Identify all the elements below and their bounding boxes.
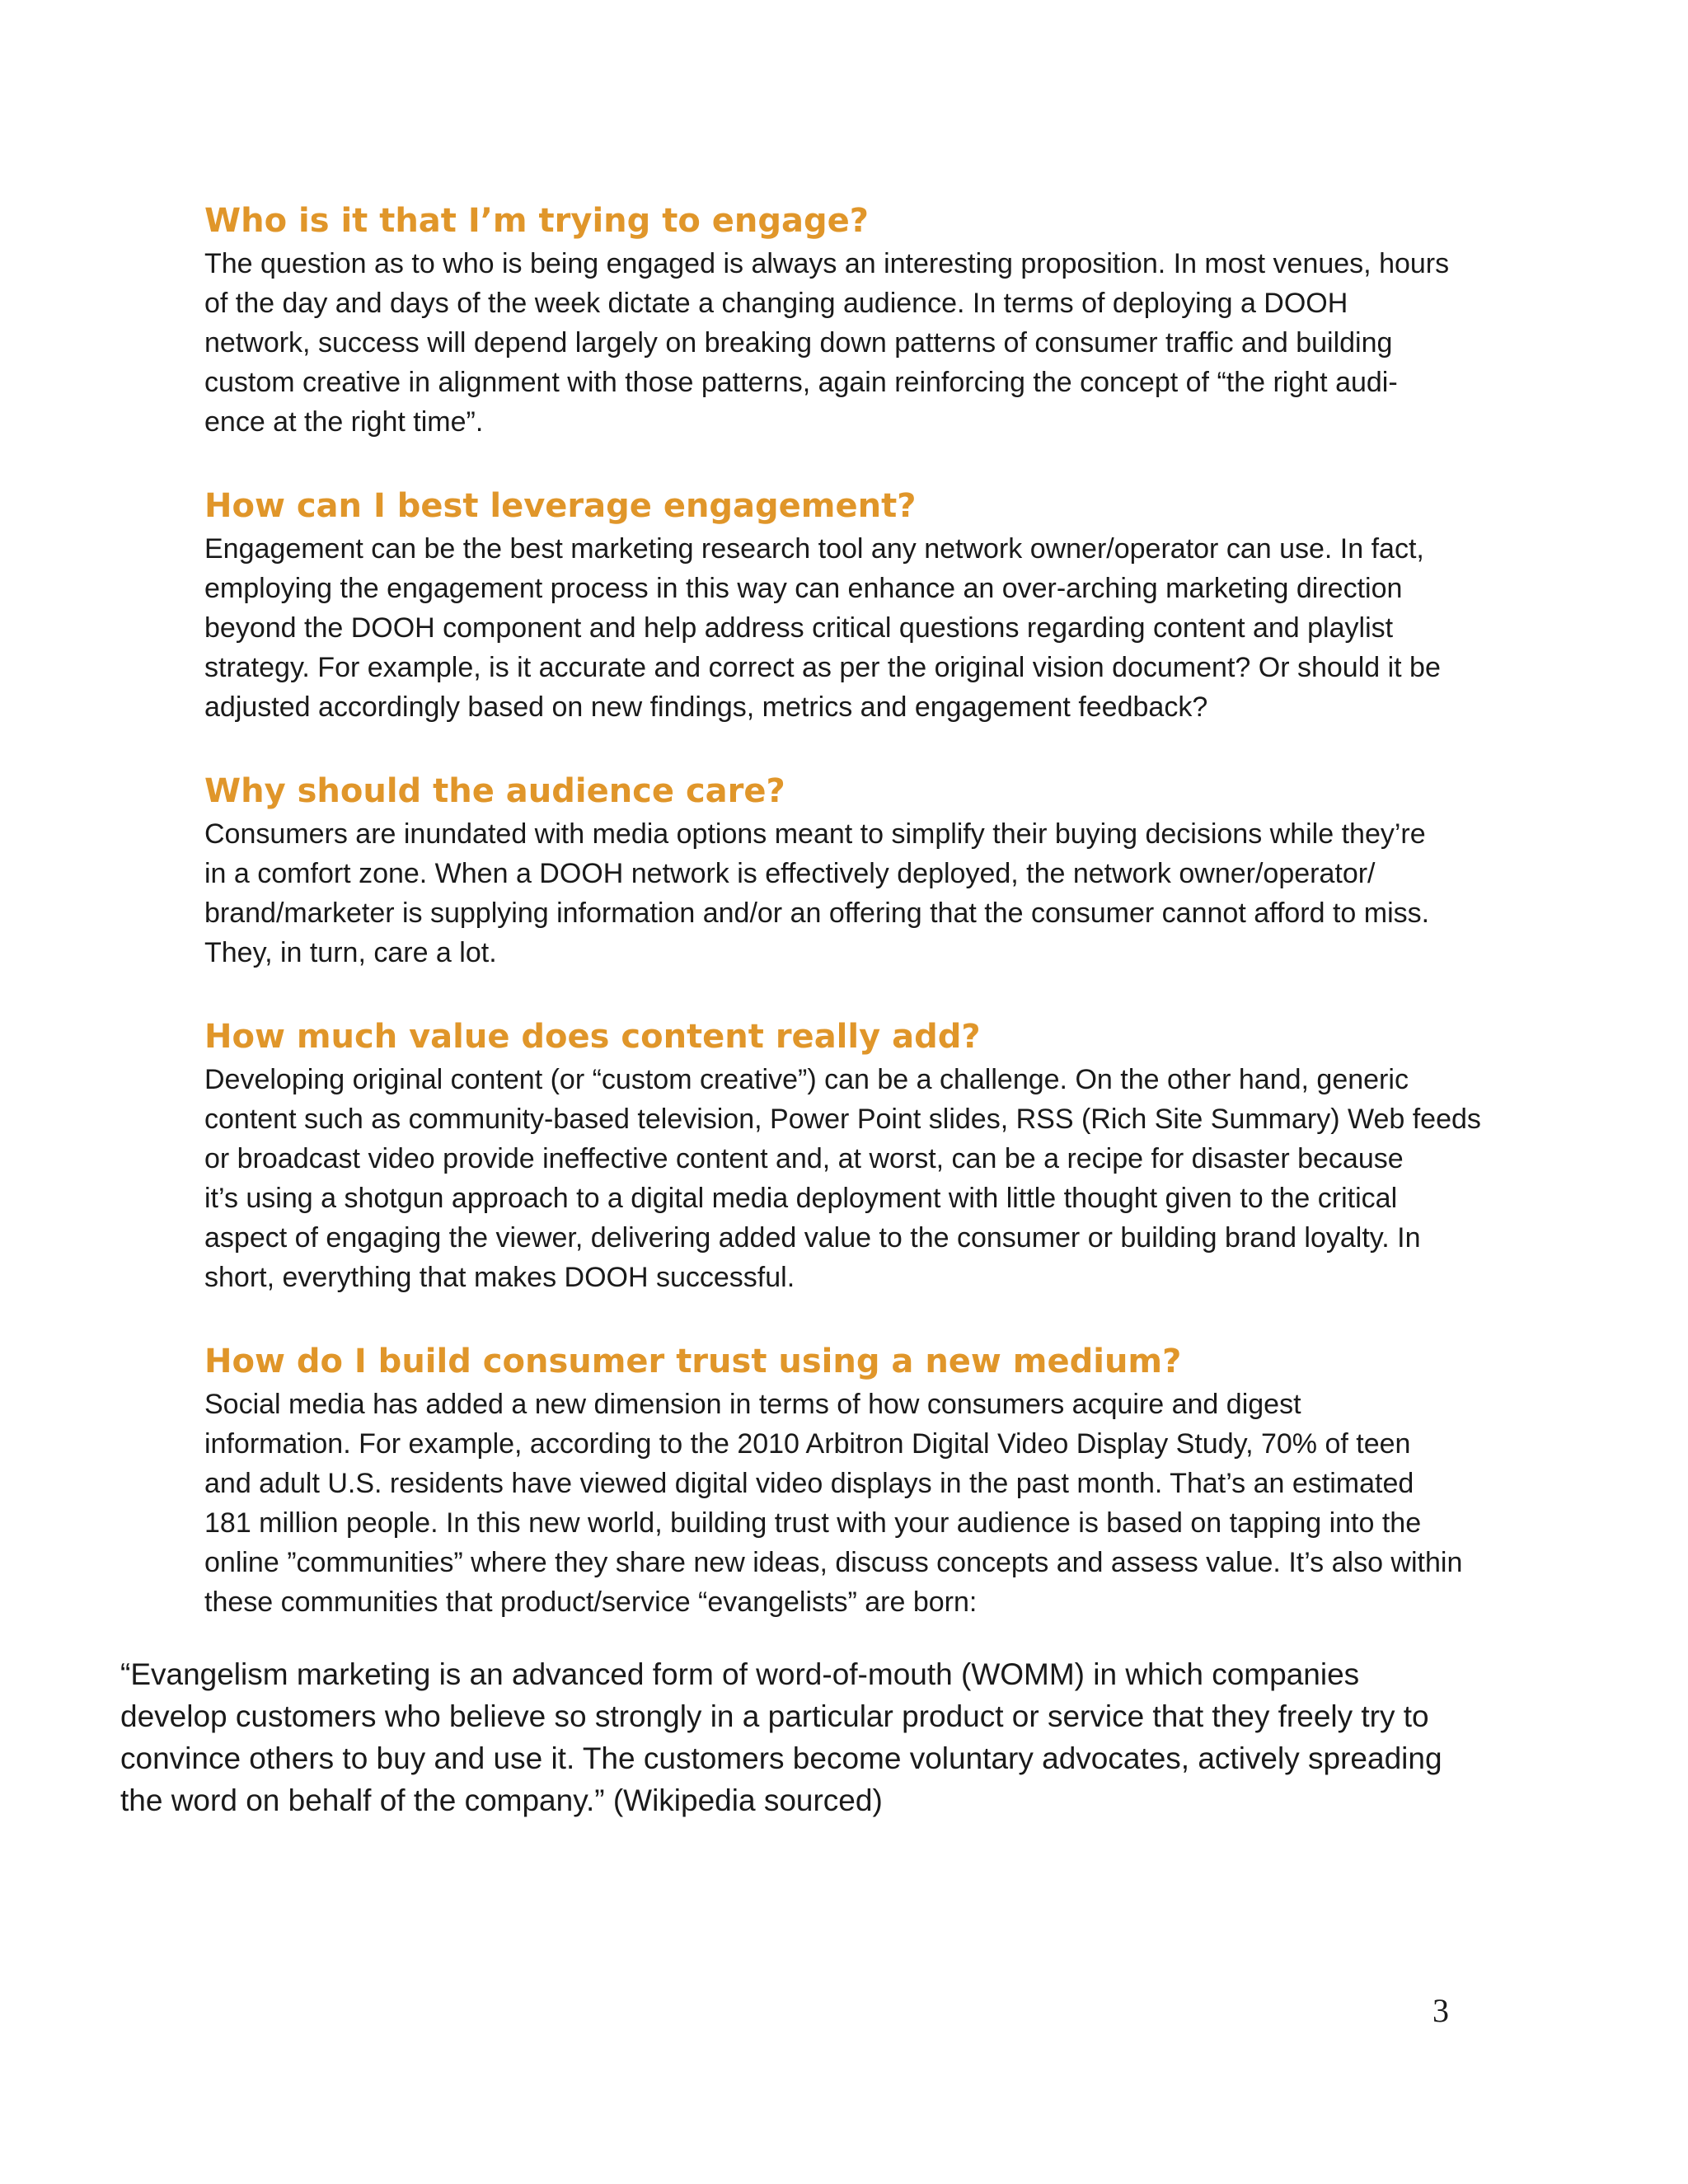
paragraph-line: ence at the right time”. [204, 406, 484, 438]
paragraph-line: aspect of engaging the viewer, delivering added value to the consumer or building brand loyalty. In [204, 1222, 1421, 1254]
document-body [204, 198, 1556, 1663]
paragraph-line: Developing original content (or “custom creative”) can be a challenge. On the other hand, generic [204, 1064, 1409, 1095]
paragraph-line: or broadcast video provide ineffective content and, at worst, can be a recipe for disaster because [204, 1143, 1404, 1174]
paragraph-line: it’s using a shotgun approach to a digital media deployment with little thought given to the critical [204, 1183, 1398, 1214]
paragraph-line: They, in turn, care a lot. [204, 937, 497, 968]
paragraph-line: adjusted accordingly based on new findings, metrics and engagement feedback? [204, 691, 1208, 723]
paragraph-line: 181 million people. In this new world, building trust with your audience is based on tapping into the [204, 1507, 1422, 1539]
paragraph-line: and adult U.S. residents have viewed digital video displays in the past month. That’s an estimated [204, 1468, 1414, 1499]
section-paragraph [204, 244, 1556, 442]
paragraph-line: strategy. For example, is it accurate and correct as per the original vision document? Or should it be [204, 652, 1441, 683]
evangelism-quote [120, 1653, 1571, 1821]
paragraph-line: custom creative in alignment with those patterns, again reinforcing the concept of “the right audi- [204, 367, 1398, 398]
paragraph-line: The question as to who is being engaged is always an interesting proposition. In most venues, hours [204, 248, 1450, 279]
section-content-value [204, 1014, 1556, 1297]
section-paragraph [204, 1385, 1556, 1622]
quote-line: convince others to buy and use it. The customers become voluntary advocates, actively spreading [120, 1741, 1442, 1775]
paragraph-line: Social media has added a new dimension in terms of how consumers acquire and digest [204, 1389, 1301, 1420]
paragraph-line: brand/marketer is supplying information and/or an offering that the consumer cannot afford to miss. [204, 898, 1430, 929]
paragraph-line: in a comfort zone. When a DOOH network is effectively deployed, the network owner/operator/ [204, 858, 1376, 889]
paragraph-line: beyond the DOOH component and help address critical questions regarding content and playlist [204, 612, 1394, 644]
section-consumer-trust [204, 1338, 1556, 1622]
section-heading: Who is it that I’m trying to engage? [204, 202, 869, 240]
section-who-to-engage [204, 198, 1556, 442]
section-paragraph [204, 814, 1556, 972]
paragraph-line: short, everything that makes DOOH successful. [204, 1262, 795, 1293]
quote-line: the word on behalf of the company.” (Wikipedia sourced) [120, 1783, 883, 1817]
section-heading: How do I build consumer trust using a new medium? [204, 1343, 1182, 1380]
section-heading: How can I best leverage engagement? [204, 487, 917, 525]
quote-line: “Evangelism marketing is an advanced form of word-of-mouth (WOMM) in which companies [120, 1657, 1360, 1691]
page-number: 3 [1432, 1992, 1449, 2029]
section-heading: Why should the audience care? [204, 772, 785, 810]
section-paragraph [204, 529, 1556, 727]
paragraph-line: content such as community-based television, Power Point slides, RSS (Rich Site Summary) Web feeds [204, 1104, 1481, 1135]
paragraph-line: employing the engagement process in this way can enhance an over-arching marketing direction [204, 573, 1403, 604]
paragraph-line: information. For example, according to the 2010 Arbitron Digital Video Display Study, 70% of teen [204, 1428, 1411, 1460]
paragraph-line: online ”communities” where they share new ideas, discuss concepts and assess value. It’s also within [204, 1547, 1463, 1578]
section-heading: How much value does content really add? [204, 1018, 981, 1056]
paragraph-line: Consumers are inundated with media options meant to simplify their buying decisions while they’re [204, 818, 1426, 850]
paragraph-line: Engagement can be the best marketing research tool any network owner/operator can use. In fact, [204, 533, 1424, 565]
paragraph-line: of the day and days of the week dictate a changing audience. In terms of deploying a DOOH [204, 288, 1348, 319]
section-audience-care [204, 768, 1556, 972]
paragraph-line: network, success will depend largely on breaking down patterns of consumer traffic and building [204, 327, 1393, 359]
quote-line: develop customers who believe so strongly in a particular product or service that they freely try to [120, 1699, 1429, 1733]
paragraph-line: these communities that product/service “evangelists” are born: [204, 1586, 978, 1618]
section-leverage-engagement [204, 483, 1556, 727]
section-paragraph [204, 1060, 1556, 1297]
